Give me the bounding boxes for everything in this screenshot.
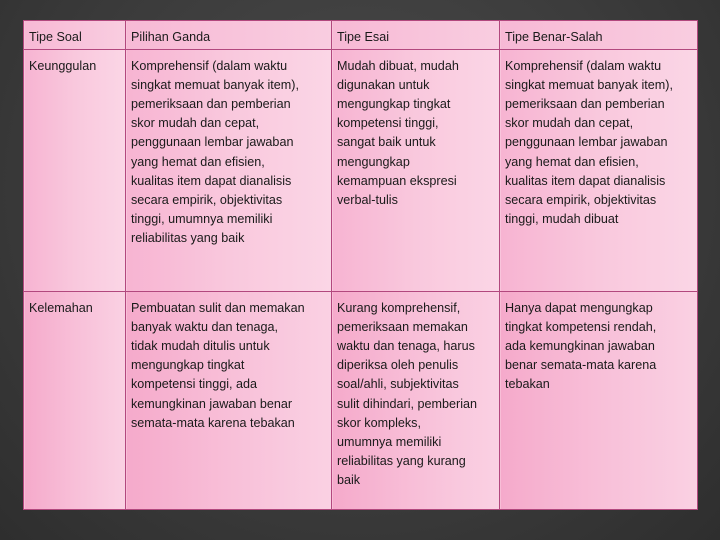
row-label-keunggulan: Keunggulan (24, 49, 126, 291)
header-cell-tipe-esai: Tipe Esai (332, 21, 500, 50)
header-cell-tipe-benar-salah: Tipe Benar-Salah (500, 21, 698, 50)
cell-keunggulan-benar-salah: Komprehensif (dalam waktu singkat memuat banyak item), pemeriksaan dan pemberian skor mudah dan cepat, penggunaan lembar jawaban yang hemat dan efisien, kualitas item dapat dianalisis secara empirik, objektivitas tinggi, mudah dibuat (500, 49, 698, 291)
row-label-kelemahan: Kelemahan (24, 291, 126, 509)
cell-keunggulan-pilihan-ganda: Komprehensif (dalam waktu singkat memuat banyak item), pemeriksaan dan pemberian skor mudah dan cepat, penggunaan lembar jawaban yang hemat dan efisien, kualitas item dapat dianalisis secara empirik, objektivitas tinggi, umumnya memiliki reliabilitas yang baik (126, 49, 332, 291)
table-row-keunggulan (24, 49, 698, 291)
header-cell-pilihan-ganda: Pilihan Ganda (126, 21, 332, 50)
comparison-table (23, 20, 698, 510)
table-row-kelemahan (24, 291, 698, 509)
cell-keunggulan-esai: Mudah dibuat, mudah digunakan untuk mengungkap tingkat kompetensi tinggi, sangat baik untuk mengungkap kemampuan ekspresi verbal-tulis (332, 49, 500, 291)
cell-kelemahan-pilihan-ganda: Pembuatan sulit dan memakan banyak waktu dan tenaga, tidak mudah ditulis untuk mengungkap tingkat kompetensi tinggi, ada kemungkinan jawaban benar semata-mata karena tebakan (126, 291, 332, 509)
cell-kelemahan-benar-salah: Hanya dapat mengungkap tingkat kompetensi rendah, ada kemungkinan jawaban benar semata-mata karena tebakan (500, 291, 698, 509)
header-cell-tipe-soal: Tipe Soal (24, 21, 126, 50)
table-header-row (24, 21, 698, 50)
cell-kelemahan-esai: Kurang komprehensif, pemeriksaan memakan waktu dan tenaga, harus diperiksa oleh penulis soal/ahli, subjektivitas sulit dihindari, pemberian skor kompleks, umumnya memiliki reliabilitas yang kurang baik (332, 291, 500, 509)
